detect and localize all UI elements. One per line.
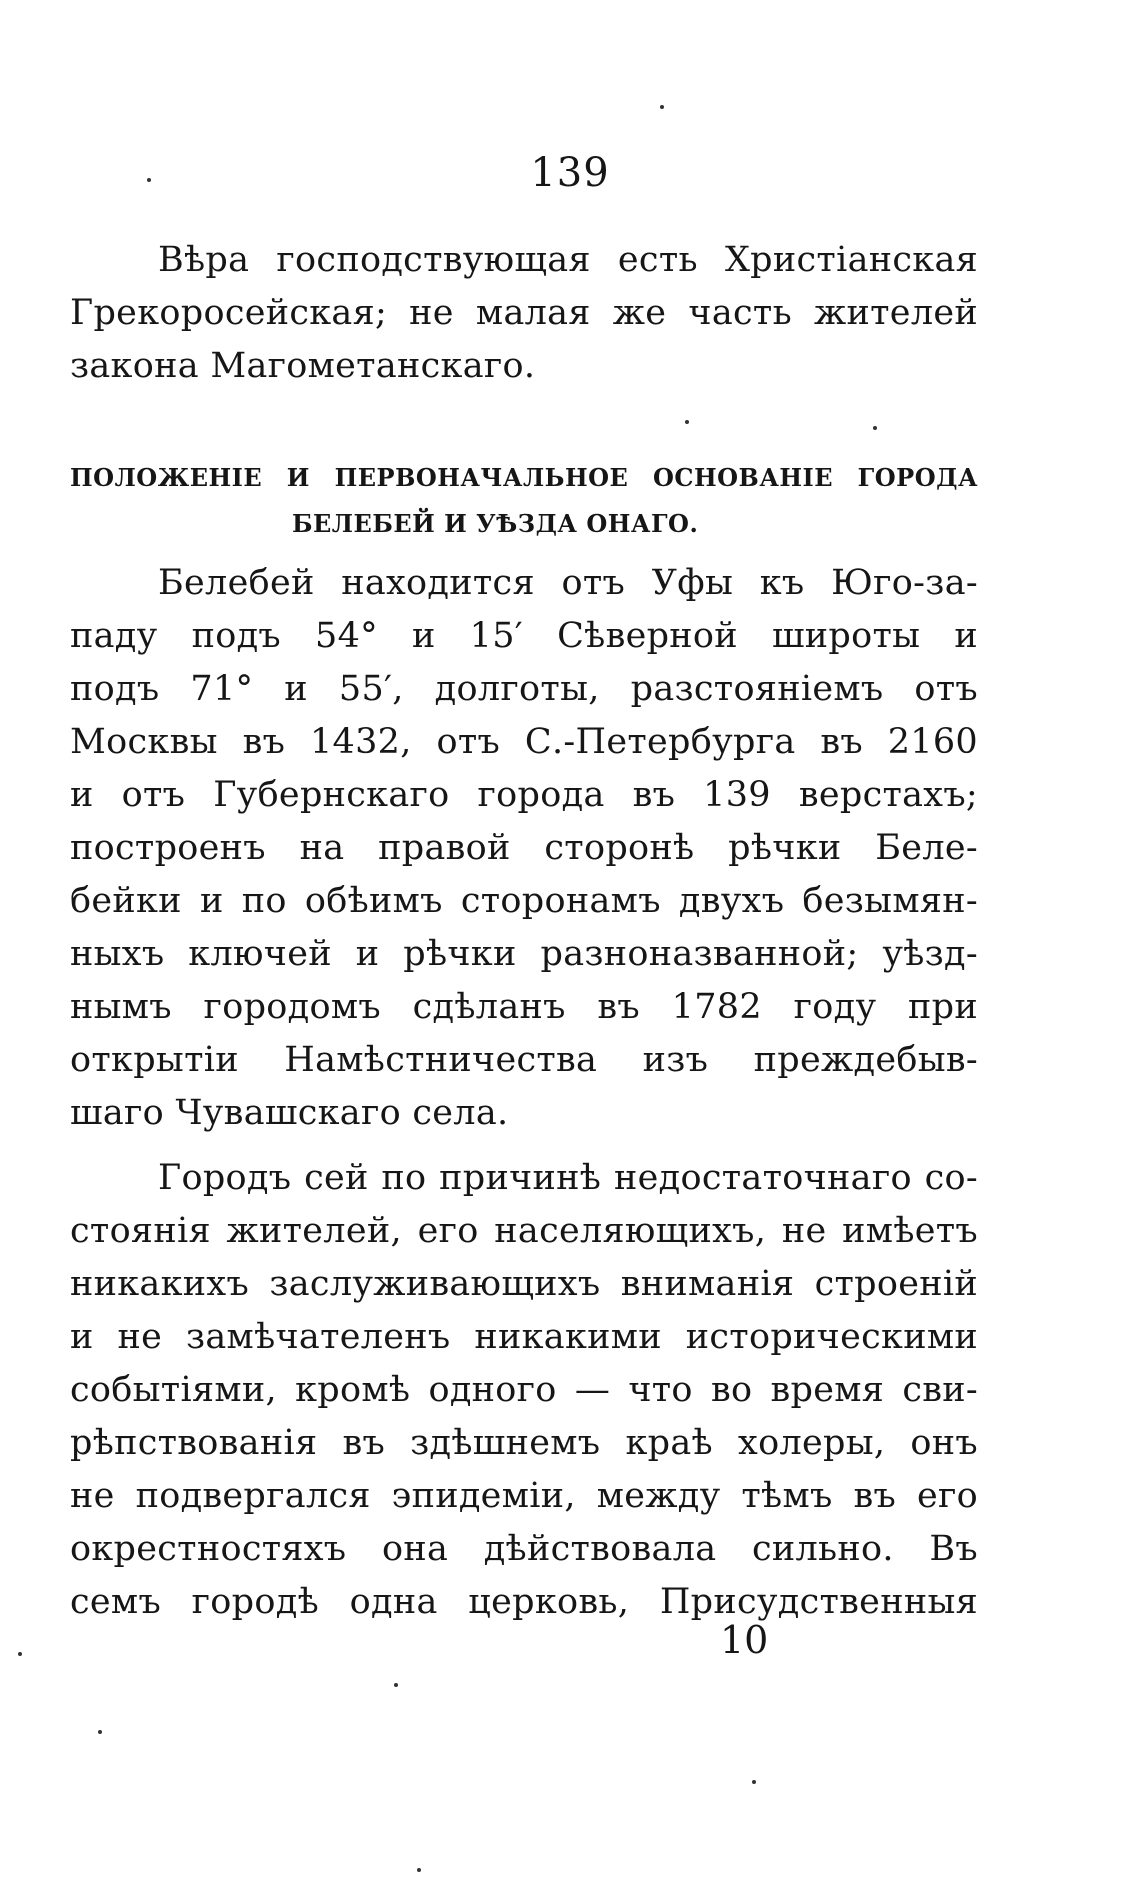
paper-speck <box>752 1780 756 1784</box>
paragraph-location <box>70 557 978 1140</box>
paper-speck <box>98 1730 102 1734</box>
text-line: Белебей находится отъ Уфы къ Юго-за- <box>158 563 978 603</box>
paper-speck <box>147 178 151 182</box>
text-line: открытiи Намѣстничества изъ преждебыв- <box>70 1040 978 1080</box>
section-heading <box>70 455 978 547</box>
paper-speck <box>685 420 689 424</box>
text-line: паду подъ 54° и 15′ Сѣверной широты и <box>70 616 978 656</box>
text-line: и не замѣчателенъ никакими историческими <box>70 1317 978 1357</box>
text-line: ныхъ ключей и рѣчки разноназванной; уѣзд- <box>70 934 978 974</box>
text-line: не подвергался эпидемiи, между тѣмъ въ его <box>70 1476 978 1516</box>
heading-line: БЕЛЕБЕЙ И УѢЗДА ОНАГО. <box>292 509 699 538</box>
paper-speck <box>394 1683 398 1687</box>
text-line: рѣпствованiя въ здѣшнемъ краѣ холеры, онъ <box>70 1423 978 1463</box>
text-line: никакихъ заслуживающихъ вниманiя строенiй <box>70 1264 978 1304</box>
paper-speck <box>417 1868 421 1872</box>
text-line: нымъ городомъ сдѣланъ въ 1782 году при <box>70 987 978 1027</box>
text-line: Вѣра господствующая есть Христiанская <box>158 240 978 280</box>
text-line: и отъ Губернскаго города въ 139 верстахъ; <box>70 775 978 815</box>
text-line: шаго Чувашскаго села. <box>70 1093 509 1133</box>
text-line: подъ 71° и 55′, долготы, разстоянiемъ отъ <box>70 669 978 709</box>
text-line: семъ городѣ одна церковь, Присудственныя <box>70 1582 978 1622</box>
paper-speck <box>873 426 877 430</box>
text-line: Москвы въ 1432, отъ С.-Петербурга въ 2160 <box>70 722 978 762</box>
text-line: окрестностяхъ она дѣйствовала сильно. Въ <box>70 1529 978 1569</box>
page-number: 139 <box>530 150 610 196</box>
heading-line: ПОЛОЖЕНIЕ И ПЕРВОНАЧАЛЬНОЕ ОСНОВАНIЕ ГОРОДА <box>70 463 978 492</box>
paragraph-religion <box>70 234 978 393</box>
text-line: событiями, кромѣ одного — что во время сви- <box>70 1370 978 1410</box>
paper-speck <box>18 1652 22 1656</box>
paper-speck <box>660 105 664 109</box>
paragraph-town-description <box>70 1152 978 1629</box>
text-line: Городъ сей по причинѣ недостаточнаго со- <box>158 1158 978 1198</box>
text-line: закона Магометанскаго. <box>70 346 536 386</box>
text-line: стоянiя жителей, его населяющихъ, не имѣетъ <box>70 1211 978 1251</box>
text-line: Грекоросейская; не малая же часть жителей <box>70 293 978 333</box>
text-line: построенъ на правой сторонѣ рѣчки Беле- <box>70 828 978 868</box>
text-line: бейки и по обѣимъ сторонамъ двухъ безымян- <box>70 881 978 921</box>
signature-mark: 10 <box>720 1618 769 1662</box>
